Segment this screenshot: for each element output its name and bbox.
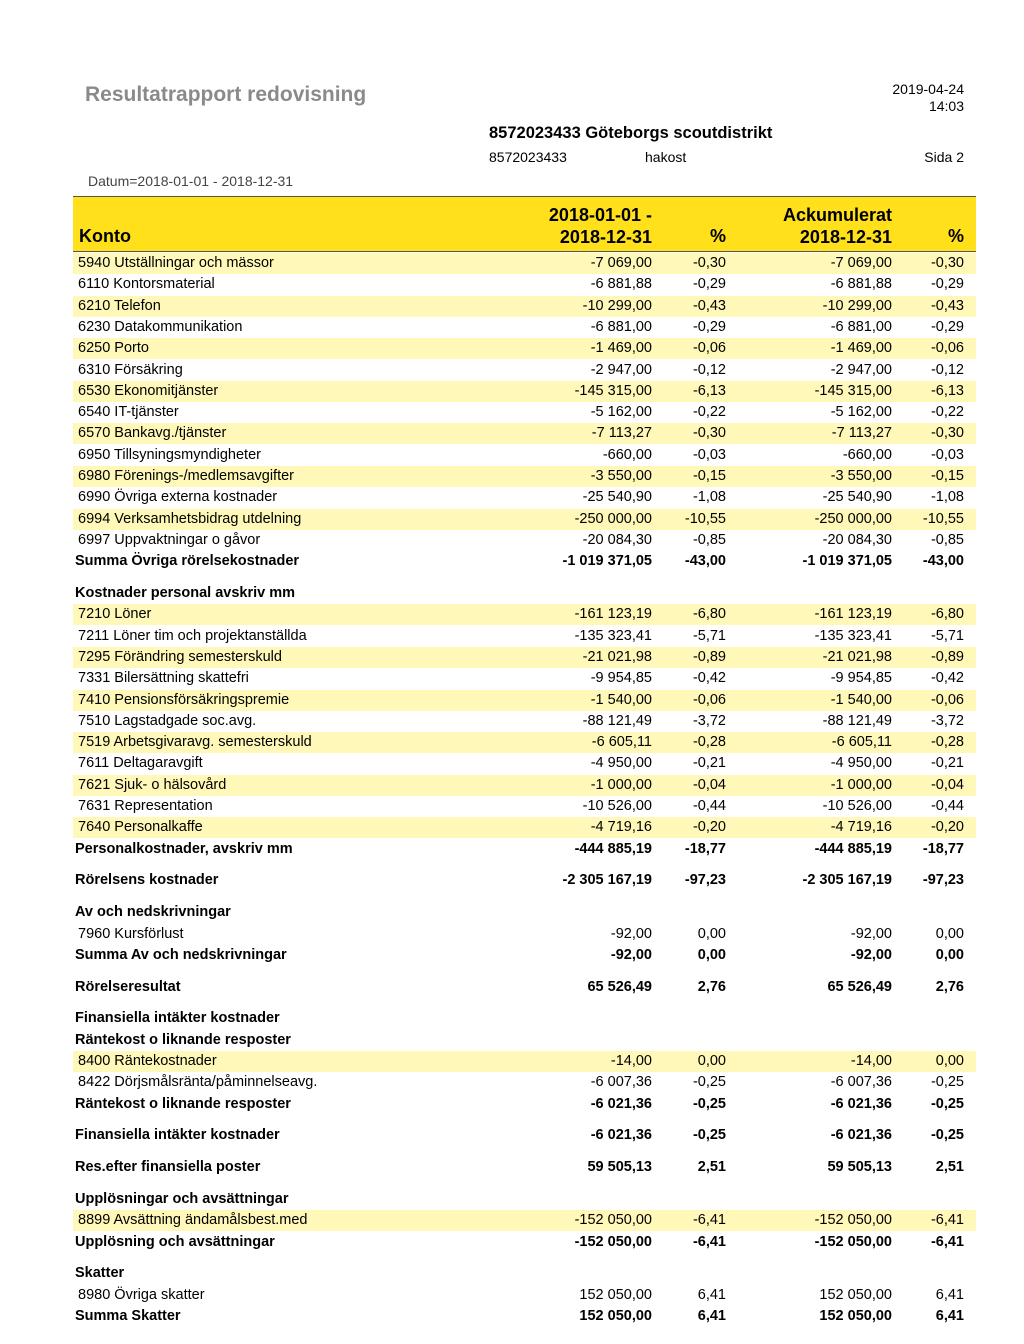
period-percent: -0,15 xyxy=(692,468,726,484)
column-header-period xyxy=(549,204,652,248)
accumulated-amount: -4 950,00 xyxy=(830,755,892,772)
accumulated-amount: -3 550,00 xyxy=(830,468,892,484)
accumulated-amount: -10 299,00 xyxy=(822,297,892,314)
period-percent: 2,51 xyxy=(697,1159,726,1176)
period-amount: 152 050,00 xyxy=(579,1308,652,1324)
accumulated-percent: -0,25 xyxy=(930,1127,964,1144)
period-percent: -18,77 xyxy=(684,840,726,857)
row-label: Finansiella intäkter kostnader xyxy=(75,1010,280,1027)
accumulated-percent: -5,71 xyxy=(930,627,964,644)
row-label: 7295 Förändring semesterskuld xyxy=(78,648,282,665)
table-row xyxy=(73,626,976,647)
period-percent: -0,06 xyxy=(692,691,726,708)
accumulated-amount: -5 162,00 xyxy=(830,404,892,421)
period-amount: -5 162,00 xyxy=(590,404,652,421)
row-label: 6540 IT-tjänster xyxy=(78,404,179,421)
sum-row xyxy=(73,1306,976,1327)
period-percent: 0,00 xyxy=(697,925,726,942)
column-header-pct-period: % xyxy=(709,226,726,246)
row-label: 6310 Försäkring xyxy=(78,361,183,378)
accumulated-percent: -0,85 xyxy=(930,531,964,548)
row-label: 7611 Deltagaravgift xyxy=(78,755,203,772)
period-amount: -92,00 xyxy=(610,925,652,942)
period-percent: 2,76 xyxy=(697,978,726,995)
column-header-konto: Konto xyxy=(79,226,131,246)
table-row xyxy=(73,690,976,711)
period-amount: -7 069,00 xyxy=(590,255,652,271)
section-heading xyxy=(73,1263,976,1284)
accumulated-percent: -0,29 xyxy=(930,318,964,335)
period-amount: -152 050,00 xyxy=(574,1212,652,1229)
section-heading xyxy=(73,1030,976,1051)
accumulated-percent: -97,23 xyxy=(922,872,964,889)
row-label: 8980 Övriga skatter xyxy=(78,1286,205,1303)
table-row xyxy=(73,1285,976,1306)
table-row xyxy=(73,796,976,817)
accumulated-percent: 2,51 xyxy=(935,1159,964,1176)
accumulated-percent: -0,12 xyxy=(930,361,964,378)
accumulated-percent: -0,89 xyxy=(930,648,964,665)
organization-number: 8572023433 xyxy=(489,149,567,165)
row-label: 6994 Verksamhetsbidrag utdelning xyxy=(78,510,302,527)
accumulated-percent: -1,08 xyxy=(930,489,964,506)
accumulated-amount: 152 050,00 xyxy=(819,1308,892,1324)
accumulated-amount: -21 021,98 xyxy=(822,648,892,665)
period-percent: -0,42 xyxy=(692,670,726,687)
period-percent: -6,80 xyxy=(692,606,726,623)
table-row xyxy=(73,274,976,295)
period-amount: -4 719,16 xyxy=(590,819,652,836)
section-heading xyxy=(73,583,976,604)
period-percent: -0,20 xyxy=(692,819,726,836)
accumulated-percent: -0,04 xyxy=(930,776,964,793)
table-row xyxy=(73,509,976,530)
sum-row xyxy=(73,945,976,966)
row-label: 7210 Löner xyxy=(78,606,152,623)
accumulated-line-1: Ackumulerat xyxy=(782,205,892,225)
period-percent: -3,72 xyxy=(692,712,726,729)
accumulated-amount: -152 050,00 xyxy=(814,1212,892,1229)
accumulated-percent: -10,55 xyxy=(922,510,964,527)
period-amount: -4 950,00 xyxy=(590,755,652,772)
accumulated-percent: -0,30 xyxy=(930,255,964,271)
row-label: 8422 Dörjsmålsränta/påminnelseavg. xyxy=(78,1074,318,1091)
sum-row xyxy=(73,1232,976,1253)
accumulated-amount: -92,00 xyxy=(850,925,892,942)
accumulated-amount: -145 315,00 xyxy=(814,382,892,399)
accumulated-amount: -135 323,41 xyxy=(814,627,892,644)
period-amount: -14,00 xyxy=(610,1053,652,1069)
accumulated-percent: 6,41 xyxy=(935,1286,964,1303)
accumulated-percent: -0,15 xyxy=(930,468,964,484)
row-label: 7621 Sjuk- o hälsovård xyxy=(78,776,227,793)
table-row xyxy=(73,423,976,444)
period-amount: -1 000,00 xyxy=(590,776,652,793)
accumulated-percent: -0,25 xyxy=(930,1095,964,1112)
table-row xyxy=(73,445,976,466)
period-percent: -0,22 xyxy=(692,404,726,421)
accumulated-amount: -1 540,00 xyxy=(830,691,892,708)
table-row xyxy=(73,402,976,423)
period-percent: -0,25 xyxy=(692,1095,726,1112)
table-row xyxy=(73,360,976,381)
period-amount: -161 123,19 xyxy=(574,606,652,623)
accumulated-amount: -6 605,11 xyxy=(831,734,892,751)
sum-row xyxy=(73,839,976,860)
row-label: 6990 Övriga externa kostnader xyxy=(78,489,278,506)
period-amount: -6 021,36 xyxy=(590,1095,652,1112)
period-percent: -0,85 xyxy=(692,531,726,548)
period-amount: -3 550,00 xyxy=(590,468,652,484)
accumulated-percent: -3,72 xyxy=(930,712,964,729)
table-row xyxy=(73,1072,976,1093)
period-amount: -9 954,85 xyxy=(590,670,652,687)
period-amount: -20 084,30 xyxy=(582,531,652,548)
accumulated-amount: -444 885,19 xyxy=(814,840,892,857)
row-label: 6570 Bankavg./tjänster xyxy=(78,425,227,442)
accumulated-percent: -0,03 xyxy=(930,446,964,463)
accumulated-percent: -0,21 xyxy=(930,755,964,772)
period-amount: -10 299,00 xyxy=(582,297,652,314)
accumulated-amount: 152 050,00 xyxy=(819,1286,892,1303)
row-label: Personalkostnader, avskriv mm xyxy=(75,840,293,857)
period-percent: -0,04 xyxy=(692,776,726,793)
row-label: 8400 Räntekostnader xyxy=(78,1053,217,1069)
period-amount: -135 323,41 xyxy=(574,627,652,644)
row-label: Upplösningar och avsättningar xyxy=(75,1191,289,1207)
period-amount: 152 050,00 xyxy=(579,1286,652,1303)
period-percent: -0,25 xyxy=(692,1127,726,1144)
row-label: 6997 Uppvaktningar o gåvor xyxy=(78,531,261,548)
period-amount: -145 315,00 xyxy=(574,382,652,399)
accumulated-percent: -43,00 xyxy=(922,553,964,570)
accumulated-percent: -0,25 xyxy=(930,1074,964,1091)
accumulated-percent: -0,28 xyxy=(930,734,964,751)
accumulated-amount: -92,00 xyxy=(850,946,892,963)
table-row xyxy=(73,1051,976,1072)
accumulated-percent: -0,43 xyxy=(930,297,964,314)
accumulated-percent: -0,06 xyxy=(930,340,964,357)
period-amount: -444 885,19 xyxy=(574,840,652,857)
table-row xyxy=(73,1210,976,1231)
period-amount: -2 305 167,19 xyxy=(562,872,652,889)
sum-row xyxy=(73,1094,976,1115)
row-label: 6110 Kontorsmaterial xyxy=(78,276,215,293)
accumulated-percent: 0,00 xyxy=(935,946,964,963)
row-label: Rörelseresultat xyxy=(75,978,181,995)
period-percent: -0,25 xyxy=(692,1074,726,1091)
accumulated-amount: -7 113,27 xyxy=(831,425,892,442)
table-row xyxy=(73,668,976,689)
column-header-accumulated xyxy=(783,204,892,248)
accumulated-amount: -2 305 167,19 xyxy=(802,872,892,889)
period-amount: -10 526,00 xyxy=(582,798,652,814)
period-percent: -0,12 xyxy=(692,361,726,378)
period-percent: -5,71 xyxy=(692,627,726,644)
row-label: 7510 Lagstadgade soc.avg. xyxy=(78,712,257,729)
row-label: 6530 Ekonomitjänster xyxy=(78,382,219,399)
table-row xyxy=(73,253,976,274)
sum-row xyxy=(73,551,976,572)
period-percent: -0,89 xyxy=(692,648,726,665)
period-line-2: 2018-12-31 xyxy=(559,227,652,247)
accumulated-amount: -25 540,90 xyxy=(822,489,892,506)
accumulated-amount: -1 000,00 xyxy=(830,776,892,793)
accumulated-amount: -14,00 xyxy=(850,1053,892,1069)
sum-row xyxy=(73,977,976,998)
accumulated-amount: -7 069,00 xyxy=(830,255,892,271)
row-label: Summa Av och nedskrivningar xyxy=(75,946,287,963)
table-row xyxy=(73,296,976,317)
accumulated-amount: 59 505,13 xyxy=(827,1159,892,1176)
accumulated-percent: -0,20 xyxy=(930,819,964,836)
accumulated-percent: 6,41 xyxy=(935,1308,964,1324)
period-amount: -88 121,49 xyxy=(582,712,652,729)
row-label: Skatter xyxy=(75,1265,125,1282)
accumulated-amount: -6 881,88 xyxy=(830,276,892,293)
row-label: Räntekost o liknande resposter xyxy=(75,1031,291,1048)
row-label: 6210 Telefon xyxy=(78,297,161,314)
accumulated-amount: -4 719,16 xyxy=(830,819,892,836)
table-row xyxy=(73,530,976,551)
period-amount: -6 881,00 xyxy=(590,318,652,335)
period-percent: -0,03 xyxy=(692,446,726,463)
table-row xyxy=(73,604,976,625)
period-amount: -2 947,00 xyxy=(590,361,652,378)
row-label: Av och nedskrivningar xyxy=(75,904,231,921)
period-amount: -92,00 xyxy=(610,946,652,963)
accumulated-amount: -10 526,00 xyxy=(822,798,892,814)
period-percent: 6,41 xyxy=(697,1286,726,1303)
period-percent: -6,13 xyxy=(692,382,726,399)
accumulated-amount: -1 469,00 xyxy=(830,340,892,357)
accumulated-amount: -88 121,49 xyxy=(822,712,892,729)
period-amount: -1 540,00 xyxy=(590,691,652,708)
period-amount: -7 113,27 xyxy=(591,425,652,442)
accumulated-percent: -18,77 xyxy=(922,840,964,857)
period-percent: 6,41 xyxy=(697,1308,726,1324)
accumulated-amount: -660,00 xyxy=(842,446,892,463)
column-header-pct-accumulated: % xyxy=(947,226,964,246)
accumulated-percent: 0,00 xyxy=(935,925,964,942)
period-amount: -6 021,36 xyxy=(590,1127,652,1144)
row-label: 6950 Tillsyningsmyndigheter xyxy=(78,446,261,463)
table-row xyxy=(73,711,976,732)
row-label: 7331 Bilersättning skattefri xyxy=(78,670,249,687)
accumulated-amount: -2 947,00 xyxy=(830,361,892,378)
report-time: 14:03 xyxy=(928,98,964,114)
accumulated-amount: -161 123,19 xyxy=(814,606,892,623)
report-title: Resultatrapport redovisning xyxy=(85,83,367,106)
row-label: Upplösning och avsättningar xyxy=(75,1233,275,1250)
period-percent: -0,43 xyxy=(692,297,726,314)
row-label: 7211 Löner tim och projektanställda xyxy=(78,627,307,644)
accumulated-line-2: 2018-12-31 xyxy=(799,227,892,247)
table-row xyxy=(73,487,976,508)
user-name: hakost xyxy=(645,149,687,165)
period-amount: 65 526,49 xyxy=(587,978,652,995)
period-amount: 59 505,13 xyxy=(587,1159,652,1176)
period-amount: -1 469,00 xyxy=(590,340,652,357)
table-row xyxy=(73,466,976,487)
row-label: Rörelsens kostnader xyxy=(75,872,219,889)
accumulated-amount: -20 084,30 xyxy=(822,531,892,548)
row-label: Summa Skatter xyxy=(75,1308,181,1324)
period-amount: -6 881,88 xyxy=(590,276,652,293)
accumulated-percent: -6,41 xyxy=(930,1233,964,1250)
accumulated-percent: -0,06 xyxy=(930,691,964,708)
period-amount: -660,00 xyxy=(602,446,652,463)
row-label: 7640 Personalkaffe xyxy=(78,819,203,836)
organization-name: 8572023433 Göteborgs scoutdistrikt xyxy=(489,124,773,142)
accumulated-amount: 65 526,49 xyxy=(827,978,892,995)
row-label: 7410 Pensionsförsäkringspremie xyxy=(78,691,290,708)
row-label: 8899 Avsättning ändamålsbest.med xyxy=(78,1212,308,1229)
period-percent: -0,21 xyxy=(692,755,726,772)
period-percent: -43,00 xyxy=(684,553,726,570)
row-label: 7519 Arbetsgivaravg. semesterskuld xyxy=(78,734,312,751)
row-label: 6230 Datakommunikation xyxy=(78,318,243,335)
row-label: Summa Övriga rörelsekostnader xyxy=(75,553,300,570)
report-date: 2019-04-24 xyxy=(892,81,964,97)
period-percent: -1,08 xyxy=(692,489,726,506)
table-row xyxy=(73,647,976,668)
table-row xyxy=(73,753,976,774)
row-label: Res.efter finansiella poster xyxy=(75,1159,261,1176)
table-row xyxy=(73,775,976,796)
period-percent: -6,41 xyxy=(692,1212,726,1229)
period-percent: -0,29 xyxy=(692,276,726,293)
accumulated-percent: -0,44 xyxy=(930,798,964,814)
period-percent: -97,23 xyxy=(684,872,726,889)
accumulated-amount: -6 881,00 xyxy=(830,318,892,335)
period-amount: -6 007,36 xyxy=(590,1074,652,1091)
table-row xyxy=(73,338,976,359)
period-percent: -0,44 xyxy=(692,798,726,814)
table-row xyxy=(73,317,976,338)
accumulated-percent: -0,42 xyxy=(930,670,964,687)
date-range: Datum=2018-01-01 - 2018-12-31 xyxy=(88,173,294,189)
period-percent: -6,41 xyxy=(692,1233,726,1250)
accumulated-percent: -6,41 xyxy=(930,1212,964,1229)
period-percent: -0,29 xyxy=(692,318,726,335)
row-label: Kostnader personal avskriv mm xyxy=(75,585,296,601)
row-label: Finansiella intäkter kostnader xyxy=(75,1127,280,1144)
period-amount: -21 021,98 xyxy=(582,648,652,665)
accumulated-amount: -6 007,36 xyxy=(830,1074,892,1091)
accumulated-percent: 2,76 xyxy=(935,978,964,995)
accumulated-amount: -152 050,00 xyxy=(814,1233,892,1250)
table-header xyxy=(73,196,976,252)
accumulated-amount: -9 954,85 xyxy=(830,670,892,687)
period-percent: -0,30 xyxy=(692,255,726,271)
period-line-1: 2018-01-01 - xyxy=(548,205,652,225)
period-amount: -250 000,00 xyxy=(574,510,652,527)
accumulated-percent: -6,80 xyxy=(930,606,964,623)
section-heading xyxy=(73,902,976,923)
sum-row xyxy=(73,870,976,891)
accumulated-percent: -0,29 xyxy=(930,276,964,293)
row-label: 5940 Utställningar och mässor xyxy=(78,255,274,271)
row-label: 6250 Porto xyxy=(78,340,149,357)
accumulated-percent: 0,00 xyxy=(935,1053,964,1069)
row-label: 7960 Kursförlust xyxy=(78,925,184,942)
sum-row xyxy=(73,1157,976,1178)
page-number: Sida 2 xyxy=(924,149,964,165)
accumulated-amount: -1 019 371,05 xyxy=(802,553,892,570)
table-row xyxy=(73,924,976,945)
accumulated-percent: -0,30 xyxy=(930,425,964,442)
period-percent: 0,00 xyxy=(697,946,726,963)
section-heading xyxy=(73,1189,976,1210)
period-percent: 0,00 xyxy=(697,1053,726,1069)
sum-row xyxy=(73,1125,976,1146)
period-amount: -6 605,11 xyxy=(591,734,652,751)
period-percent: -0,28 xyxy=(692,734,726,751)
row-label: 7631 Representation xyxy=(78,798,213,814)
row-label: Räntekost o liknande resposter xyxy=(75,1095,291,1112)
period-amount: -1 019 371,05 xyxy=(562,553,652,570)
period-percent: -0,30 xyxy=(692,425,726,442)
period-amount: -25 540,90 xyxy=(582,489,652,506)
accumulated-percent: -6,13 xyxy=(930,382,964,399)
accumulated-amount: -6 021,36 xyxy=(830,1127,892,1144)
period-percent: -10,55 xyxy=(684,510,726,527)
row-label: 6980 Förenings-/medlemsavgifter xyxy=(78,468,294,484)
accumulated-percent: -0,22 xyxy=(930,404,964,421)
period-percent: -0,06 xyxy=(692,340,726,357)
section-heading xyxy=(73,1008,976,1029)
period-amount: -152 050,00 xyxy=(574,1233,652,1250)
accumulated-amount: -6 021,36 xyxy=(830,1095,892,1112)
table-row xyxy=(73,732,976,753)
table-row xyxy=(73,817,976,838)
accumulated-amount: -250 000,00 xyxy=(814,510,892,527)
table-row xyxy=(73,381,976,402)
